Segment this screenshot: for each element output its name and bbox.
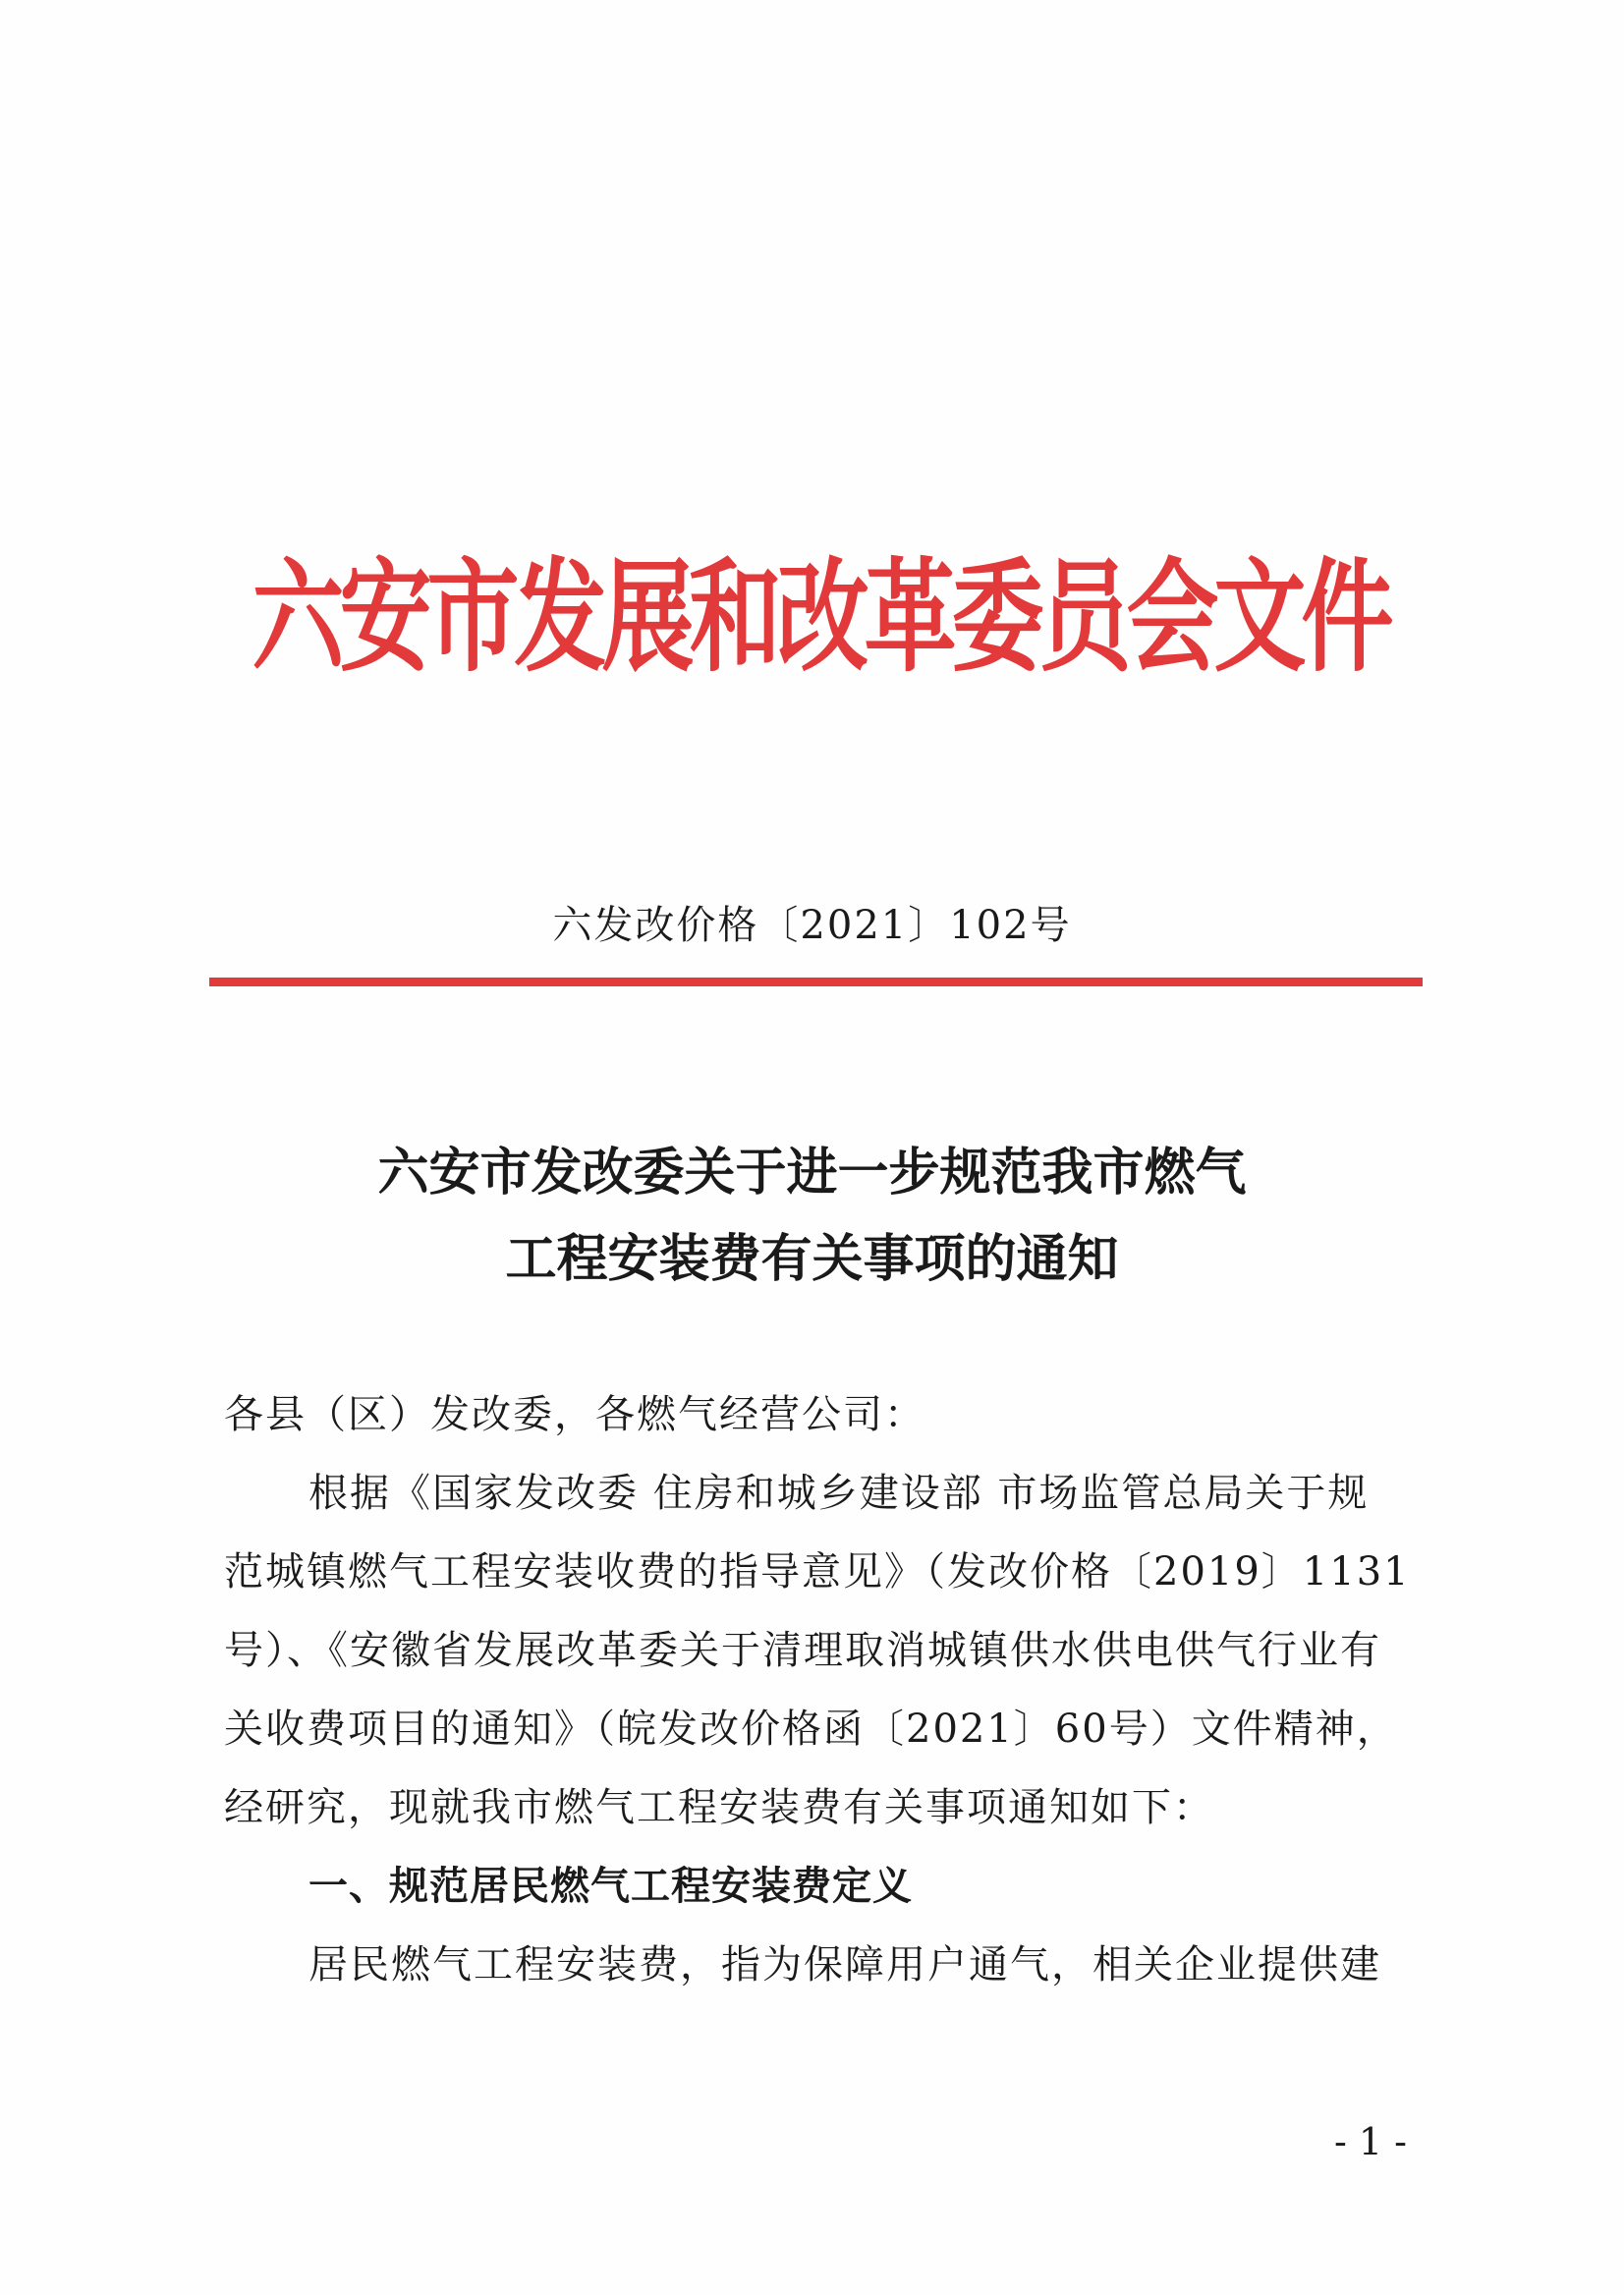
notice-title	[0, 1130, 1624, 1303]
paragraph-1-line-2: 范城镇燃气工程安装收费的指导意见》（发改价格〔2019〕1131	[224, 1549, 1411, 1595]
section-1-text: 居民燃气工程安装费，指为保障用户通气，相关企业提供建	[308, 1942, 1381, 1987]
page-number: - 1 -	[1333, 2120, 1407, 2163]
document-number: 六发改价格〔2021〕102号	[552, 903, 1072, 948]
paragraph-1-line-1: 根据《国家发改委 住房和城乡建设部 市场监管总局关于规	[308, 1471, 1370, 1516]
red-divider-line	[209, 978, 1423, 986]
paragraph-1-line-3: 号）、《安徽省发展改革委关于清理取消城镇供水供电供气行业有	[224, 1628, 1381, 1673]
paragraph-1-line-5: 经研究，现就我市燃气工程安装费有关事项通知如下：	[224, 1785, 1214, 1830]
section-1-heading: 一、规范居民燃气工程安装费定义	[308, 1864, 913, 1909]
issuer-header: 六安市发展和改革委员会文件	[252, 547, 1389, 690]
paragraph-1-line-4: 关收费项目的通知》（皖发改价格函〔2021〕60号）文件精神，	[224, 1707, 1398, 1752]
notice-title-line-1: 六安市发改委关于进一步规范我市燃气	[377, 1143, 1247, 1203]
notice-title-line-2: 工程安装费有关事项的通知	[505, 1229, 1119, 1289]
notice-body	[224, 1375, 1425, 2004]
salutation: 各县（区）发改委，各燃气经营公司：	[224, 1392, 925, 1437]
